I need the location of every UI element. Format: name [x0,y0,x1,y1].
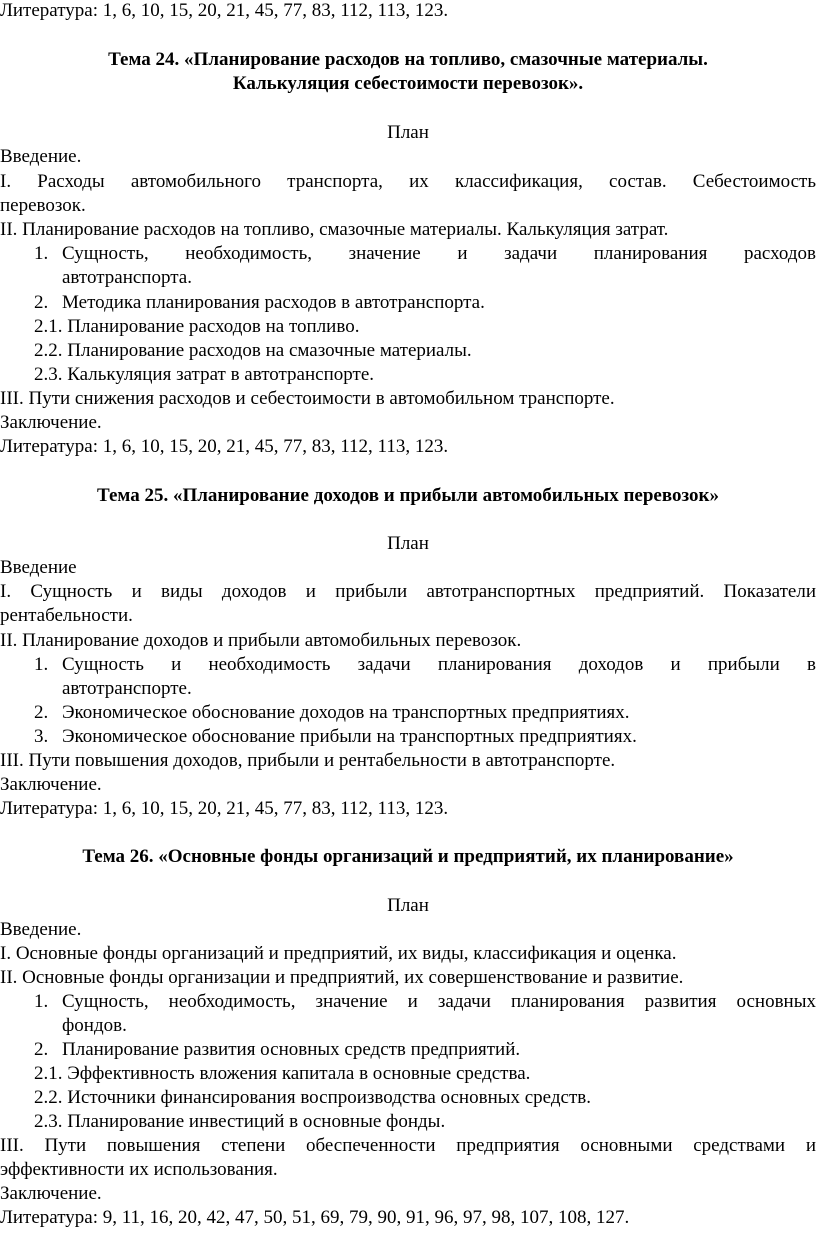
literature-line: Литература: 1, 6, 10, 15, 20, 21, 45, 77, 83, 112, 113, 123. [0,0,449,21]
topic-24-section-1-line-1: I. Расходы автомобильного транспорта, их классификация, состав. Себестоимость [0,171,816,192]
topic-26-item-2-2: 2.2. Источники финансирования воспроизводства основных средств. [34,1087,591,1108]
topic-25-section-1-line-2: рентабельности. [0,605,133,626]
topic-24-item-2-3: 2.3. Калькуляция затрат в автотранспорте. [34,364,374,385]
topic-24-conclusion: Заключение. [0,412,102,433]
topic-24-item-2: Методика планирования расходов в автотранспорта. [62,292,485,313]
topic-25-section-1-line-1: I. Сущность и виды доходов и прибыли автотранспортных предприятий. Показатели [0,581,816,602]
topic-26-item-1-number: 1. [34,991,49,1012]
topic-25-section-3: III. Пути повышения доходов, прибыли и рентабельности в автотранспорте. [0,750,616,771]
topic-26-conclusion: Заключение. [0,1183,102,1204]
topic-26-literature: Литература: 9, 11, 16, 20, 42, 47, 50, 51, 69, 79, 90, 91, 96, 97, 98, 107, 108, 127. [0,1207,630,1228]
topic-26-item-2-3: 2.3. Планирование инвестиций в основные фонды. [34,1111,446,1132]
topic-25-item-3: Экономическое обоснование прибыли на транспортных предприятиях. [62,726,637,747]
topic-25-item-2-number: 2. [34,702,49,723]
topic-26-item-2-1: 2.1. Эффективность вложения капитала в основные средства. [34,1063,531,1084]
topic-24-plan-heading: План [387,122,429,143]
topic-25-introduction: Введение [0,557,77,578]
topic-24-item-1-number: 1. [34,243,49,264]
topic-24-section-1-line-2: перевозок. [0,195,86,216]
topic-25-title: Тема 25. «Планирование доходов и прибыли автомобильных перевозок» [97,485,719,506]
topic-26-section-3-line-1: III. Пути повышения степени обеспеченности предприятия основными средствами и [0,1135,816,1156]
topic-24-item-2-1: 2.1. Планирование расходов на топливо. [34,316,360,337]
topic-26-item-2-number: 2. [34,1039,49,1060]
topic-24-item-2-2: 2.2. Планирование расходов на смазочные материалы. [34,340,472,361]
topic-24-title-line-2: Калькуляция себестоимости перевозок». [232,73,584,94]
topic-26-title: Тема 26. «Основные фонды организаций и предприятий, их планирование» [82,846,734,867]
topic-26-section-1: I. Основные фонды организаций и предприятий, их виды, классификация и оценка. [0,943,677,964]
topic-25-section-2: II. Планирование доходов и прибыли автомобильных перевозок. [0,630,522,651]
topic-26-section-3-line-2: эффективности их использования. [0,1159,278,1180]
topic-24-item-2-number: 2. [34,292,49,313]
topic-25-conclusion: Заключение. [0,774,102,795]
topic-26-introduction: Введение. [0,919,82,940]
topic-25-plan-heading: План [387,533,429,554]
topic-26-item-1-line-2: фондов. [62,1015,127,1036]
topic-25-literature: Литература: 1, 6, 10, 15, 20, 21, 45, 77, 83, 112, 113, 123. [0,798,449,819]
topic-26-item-2: Планирование развития основных средств предприятий. [62,1039,521,1060]
topic-24-item-1-line-1: Сущность, необходимость, значение и задачи планирования расходов [62,243,816,264]
topic-25-item-2: Экономическое обоснование доходов на транспортных предприятиях. [62,702,630,723]
topic-26-plan-heading: План [387,895,429,916]
topic-24-item-1-line-2: автотранспорта. [62,267,192,288]
topic-25-item-1-line-1: Сущность и необходимость задачи планирования доходов и прибыли в [62,654,816,675]
topic-24-title-line-1: Тема 24. «Планирование расходов на топливо, смазочные материалы. [108,49,708,70]
topic-25-item-3-number: 3. [34,726,49,747]
topic-25-item-1-line-2: автотранспорте. [62,678,192,699]
topic-24-section-3: III. Пути снижения расходов и себестоимости в автомобильном транспорте. [0,388,615,409]
topic-24-introduction: Введение. [0,146,82,167]
topic-26-item-1-line-1: Сущность, необходимость, значение и задачи планирования развития основных [62,991,816,1012]
topic-25-item-1-number: 1. [34,654,49,675]
topic-24-literature: Литература: 1, 6, 10, 15, 20, 21, 45, 77, 83, 112, 113, 123. [0,436,449,457]
topic-26-section-2: II. Основные фонды организации и предприятий, их совершенствование и развитие. [0,967,684,988]
topic-24-section-2: II. Планирование расходов на топливо, смазочные материалы. Калькуляция затрат. [0,219,669,240]
